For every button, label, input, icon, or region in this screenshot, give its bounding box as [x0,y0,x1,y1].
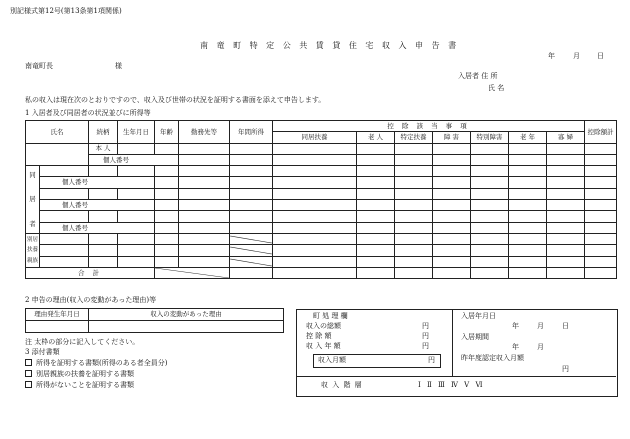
separate-dependents-label: 別居 扶養 親族 [26,233,40,267]
yen-label: 円 [562,365,569,373]
table-row [26,177,617,188]
form-number: 別記様式第12号(第13条第1項関係) [10,7,122,15]
section2-heading: 2 申告の理由(収入の変動があった理由)等 [25,296,157,304]
reason-date-col: 理由発生年月日 [26,309,89,321]
col-name: 氏名 [26,121,89,144]
attachments-heading: 3 添付書類 [25,348,60,356]
col-relation: 続柄 [89,121,118,144]
attachment-item: 所得がないことを証明する書類 [25,381,134,389]
ym-year-label: 年 [512,322,519,330]
honorific: 様 [115,62,122,70]
yen-label: 円 [422,342,429,350]
household-income-table [25,120,617,279]
attachment-item: 別居親族の扶養を証明する書類 [25,370,134,378]
subcol-dependent: 同居扶養 [273,132,357,143]
office-divider [296,376,616,377]
table-row [26,233,617,244]
office-deduction-label: 控 除 額 [306,332,332,340]
intro-text: 私の収入は現在次のとおりですので、収入及び世帯の状況を証明する書面を添えて申告します。 [25,96,326,104]
subcol-aged: 老 年 [509,132,547,143]
yen-label: 円 [422,332,429,340]
last-year-income-label: 昨年度認定収入月額 [461,354,524,362]
attachment-item: 所得を証明する書類(所得のある者全員分) [25,359,167,367]
id-number-label: 個人番号 [89,154,179,165]
col-deduction-total: 控除額計 [585,121,617,144]
form-title: 南 竜 町 特 定 公 共 賃 貸 住 宅 収 入 申 告 書 [200,41,460,50]
col-annual-income: 年間所得 [230,121,273,144]
applicant-address-label: 入居者 住 所 [458,72,498,80]
table-row [26,256,617,267]
col-birthdate: 生年月日 [118,121,155,144]
section1-heading: 1 入居者及び同居者の状況並びに所得等 [25,109,151,117]
date-year-label: 年 [548,52,555,60]
table-row [26,154,617,165]
office-annual-income-label: 収 入 年 額 [306,342,341,350]
subcol-elderly: 老 人 [357,132,395,143]
col-deductions: 控 除 該 当 事 項 [273,121,585,132]
date-month-label: 月 [573,52,580,60]
table-row [26,222,617,233]
reason-input[interactable] [89,321,284,333]
reason-date-input[interactable] [26,321,89,333]
table-row [26,200,617,211]
table-row [26,188,617,199]
office-total-income-label: 収入の総額 [306,322,341,330]
residence-period-label: 入居期間 [461,333,489,341]
yen-label: 円 [428,356,435,364]
table-row [26,143,617,154]
ym-year-label: 年 [512,343,519,351]
id-number-label: 個人番号 [40,222,155,233]
income-class-label: 収 入 階 層 [321,381,363,389]
self-relation: 本 人 [89,143,118,154]
ym-day-label: 日 [562,322,569,330]
subcol-disability: 障 害 [433,132,471,143]
id-number-label: 個人番号 [40,200,155,211]
table-row [26,166,617,177]
note-text: 注 太枠の部分に記入してください。 [25,338,140,346]
applicant-name-label: 氏 名 [488,84,505,92]
attachment-checkbox[interactable] [25,381,32,388]
diagonal-cell [230,256,273,267]
ym-month-label: 月 [537,322,544,330]
self-name-cell[interactable] [26,143,89,166]
reason-table [25,308,284,333]
addressee: 南竜町長 [25,62,53,70]
diagonal-cell [155,267,230,278]
id-number-label: 個人番号 [40,177,155,188]
office-title: 町 処 理 欄 [313,312,348,320]
attachment-checkbox[interactable] [25,370,32,377]
subcol-specific-dependent: 特定扶養 [395,132,433,143]
cohabitant-label: 同 居 者 [26,166,40,234]
income-class-options[interactable]: Ⅰ Ⅱ Ⅲ Ⅳ Ⅴ Ⅵ [418,381,485,389]
reason-col: 収入の変動があった理由 [89,309,284,321]
diagonal-cell [230,233,273,244]
subcol-widow: 寡 婦 [547,132,585,143]
subcol-special-disability: 特別障害 [471,132,509,143]
ym-month-label: 月 [537,343,544,351]
move-in-date-label: 入居年月日 [461,312,496,320]
yen-label: 円 [422,322,429,330]
date-day-label: 日 [597,52,604,60]
office-monthly-income-label: 収入月額 [318,356,346,364]
diagonal-cell [230,245,273,256]
table-row [26,245,617,256]
col-employer: 勤務先等 [179,121,230,144]
attachment-checkbox[interactable] [25,359,32,366]
table-row [26,267,617,278]
total-label: 合 計 [26,267,155,278]
col-age: 年齢 [155,121,179,144]
office-divider [452,309,453,376]
table-row [26,211,617,222]
